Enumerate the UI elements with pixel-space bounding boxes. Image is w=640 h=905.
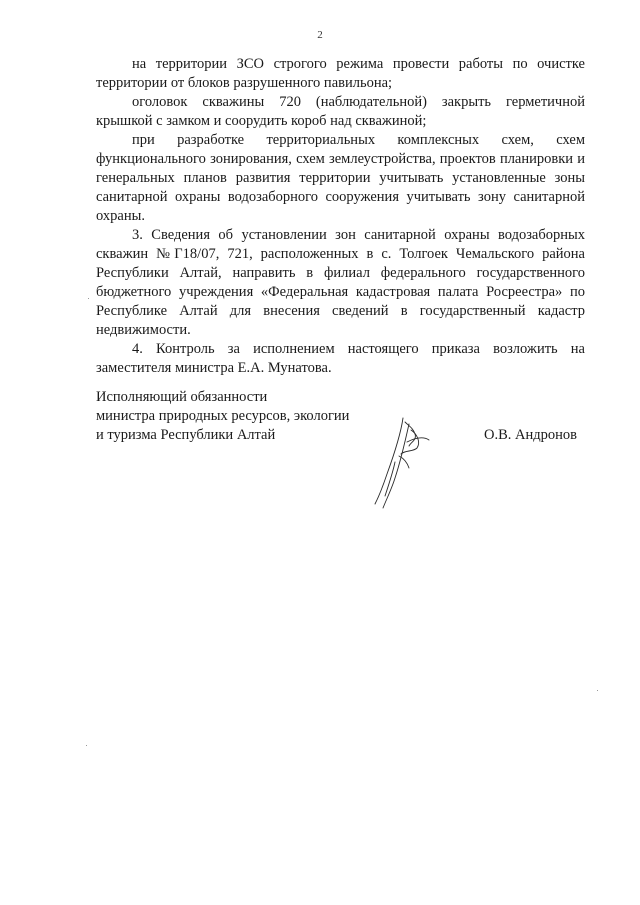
- handwritten-signature: [365, 412, 445, 512]
- paragraph-well-cap: оголовок скважины 720 (наблюдательной) закрыть герметичной крышкой с замком и соорудить короб над скважиной;: [96, 94, 585, 129]
- signatory-position-line: и туризма Республики Алтай: [96, 427, 276, 443]
- scan-speck: [86, 745, 87, 746]
- paragraph-zso-cleanup: на территории ЗСО строгого режима провести работы по очистке территории от блоков разрушенного павильона;: [96, 56, 585, 91]
- paragraph-item-3: 3. Сведения об установлении зон санитарной охраны водозаборных скважин №Г18/07, 721, расположенных в с. Толгоек Чемальского района Республики Алтай, направить в филиал федерального государственного бюджетного учреждения «Федеральная кадастровая палата Росреестра» по Республике Алтай для внесения сведений в государственный кадастр недвижимости.: [96, 227, 585, 338]
- paragraph-item-4: 4. Контроль за исполнением настоящего приказа возложить на заместителя министра Е.А. Мунатова.: [96, 341, 585, 376]
- scan-speck: [597, 690, 598, 691]
- signatory-position: [96, 388, 396, 445]
- scan-speck: [88, 298, 89, 299]
- paragraph-planning: при разработке территориальных комплексных схем, схем функционального зонирования, схем землеустройства, проектов планировки и генеральных планов развития территории учитывать установленные зоны санитарной охраны водозаборного сооружения учитывать зону санитарной охраны.: [96, 132, 585, 224]
- signatory-position-line: министра природных ресурсов, экологии: [96, 408, 350, 424]
- signatory-name: О.В. Андронов: [484, 427, 577, 443]
- signatory-position-line: Исполняющий обязанности: [96, 389, 268, 405]
- document-body: [96, 55, 585, 378]
- page-number: 2: [317, 29, 323, 41]
